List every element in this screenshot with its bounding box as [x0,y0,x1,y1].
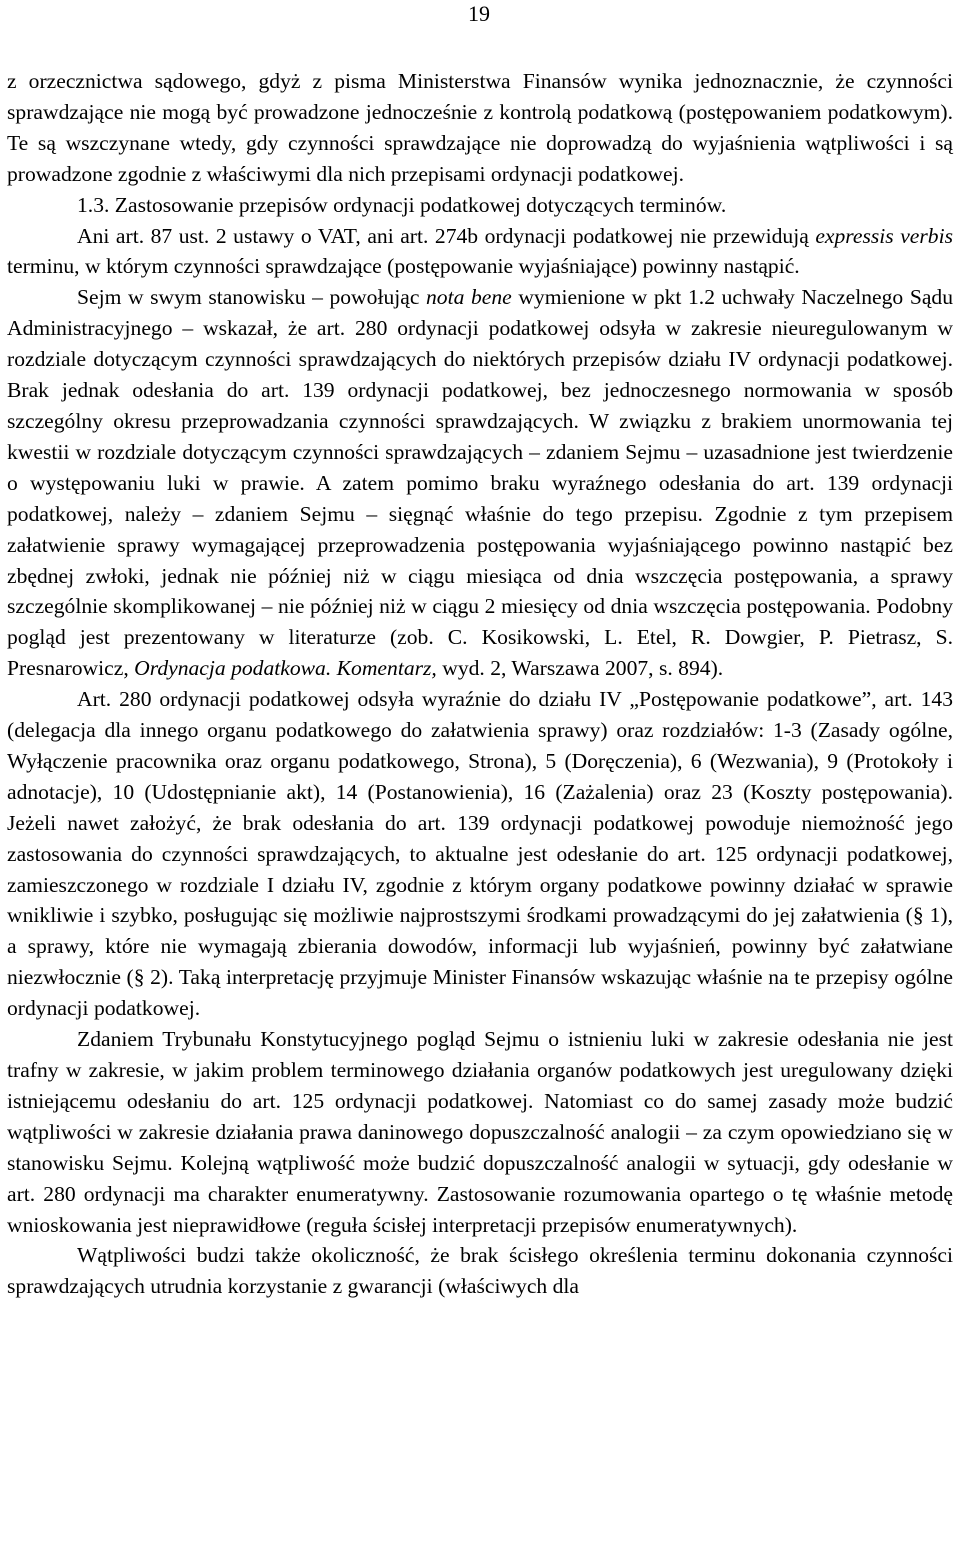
paragraph-1: z orzecznictwa sądowego, gdyż z pisma Ministerstwa Finansów wynika jednoznacznie, że czynności sprawdzające nie mogą być prowadzone jednocześnie z kontrolą podatkową (postępowaniem podatkowym). Te są wszczynane wtedy, gdy czynności sprawdzające nie doprowadzą do wyjaśnienia wątpliwości i są prowadzone zgodnie z właściwymi dla nich przepisami ordynacji podatkowej. [7,69,953,186]
paragraph-3-emphasis-1: nota bene [426,285,512,310]
paragraph-3 [7,282,953,684]
paragraph-3-text-b: wymienione w pkt 1.2 uchwały Naczelnego Sądu Administracyjnego – wskazał, że art. 280 ordynacji podatkowej odsyła w zakresie nieuregulowanym w rozdziale dotyczącym czynności sprawdzających do niektórych przepisów działu IV ordynacji podatkowej. Brak jednak odesłania do art. 139 ordynacji podatkowej, bez jednoczesnego normowania w sposób szczególny okresu przeprowadzania czynności sprawdzających. W związku z brakiem unormowania tej kwestii w rozdziale dotyczącym czynności sprawdzających – zdaniem Sejmu – uzasadnione jest twierdzenie o występowaniu luki w prawie. A zatem pomimo braku wyraźnego odesłania do art. 139 ordynacji podatkowej, należy – zdaniem Sejmu – sięgnąć właśnie do tego przepisu. Zgodnie z tym przepisem załatwienie sprawy wymagającej przeprowadzenia postępowania wyjaśniającego powinno nastąpić bez zbędnej zwłoki, jednak nie później niż w ciągu miesiąca od dnia wszczęcia postępowania, a sprawy szczególnie skomplikowanej – nie później niż w ciągu 2 miesięcy od dnia wszczęcia postępowania. Podobny pogląd jest prezentowany w literaturze (zob. C. Kosikowski, L. Etel, R. Dowgier, P. Pietrasz, S. Presnarowicz, [7,285,954,681]
page-number: 19 [468,1,490,26]
paragraph-3-text-a: Sejm w swym stanowisku – powołując [77,285,426,310]
paragraph-2-text-a: Ani art. 87 ust. 2 ustawy o VAT, ani art. 274b ordynacji podatkowej nie przewidują [77,223,816,248]
paragraph-3-text-c: wyd. 2, Warszawa 2007, s. 894). [436,656,724,681]
paragraph-5: Zdaniem Trybunału Konstytucyjnego pogląd Sejmu o istnieniu luki w zakresie odesłania nie jest trafny w zakresie, w jakim problem terminowego działania organów podatkowych jest uregulowany dzięki istniejącemu odesłaniu do art. 125 ordynacji podatkowej. Natomiast co do samej zasady może budzić wątpliwości w zakresie działania prawa daninowego dopuszczalność analogii – za czym opowiedziano się w stanowisku Sejmu. Kolejną wątpliwość może budzić dopuszczalność analogii w sytuacji, gdy odesłanie w art. 280 ordynacji ma charakter enumeratywny. Zastosowanie rozumowania opartego o tę właśnie metodę wnioskowania jest nieprawidłowe (reguła ścisłej interpretacji przepisów enumeratywnych). [7,1027,953,1237]
paragraph-3-emphasis-2: Ordynacja podatkowa. Komentarz, [134,656,437,681]
paragraph-4: Art. 280 ordynacji podatkowej odsyła wyraźnie do działu IV „Postępowanie podatkowe”, art. 143 (delegacja dla innego organu podatkowego do załatwienia sprawy) oraz rozdziałów: 1-3 (Zasady ogólne, Wyłączenie pracownika oraz organu podatkowego, Strona), 5 (Doręczenia), 6 (Wezwania), 9 (Protokoły i adnotacje), 10 (Udostępnianie akt), 14 (Postanowienia), 16 (Zażalenia) oraz 23 (Koszty postępowania). Jeżeli nawet założyć, że brak odesłania do art. 139 ordynacji podatkowej powoduje niemożność jego zastosowania do czynności sprawdzających, to aktualne jest odesłanie do art. 125 ordynacji podatkowej, zamieszczonego w rozdziale I działu IV, zgodnie z którym organy podatkowe powinny działać w sprawie wnikliwie i szybko, posługując się możliwie najprostszymi środkami prowadzącymi do jej załatwienia (§ 1), a sprawy, które nie wymagają zbierania dowodów, informacji lub wyjaśnień, powinny być załatwiane niezwłocznie (§ 2). Taką interpretację przyjmuje Minister Finansów wskazując właśnie na te przepisy ogólne ordynacji podatkowej. [7,687,953,1021]
paragraph-2 [7,221,953,283]
paragraph-6: Wątpliwości budzi także okoliczność, że brak ścisłego określenia terminu dokonania czynności sprawdzających utrudnia korzystanie z gwarancji (właściwych dla [7,1243,953,1299]
section-heading: 1.3. Zastosowanie przepisów ordynacji podatkowej dotyczących terminów. [77,192,727,217]
paragraph-2-text-b: terminu, w którym czynności sprawdzające (postępowanie wyjaśniające) powinny nastąpić. [7,254,800,279]
document-body [7,66,953,1302]
paragraph-2-emphasis: expressis verbis [815,223,953,248]
